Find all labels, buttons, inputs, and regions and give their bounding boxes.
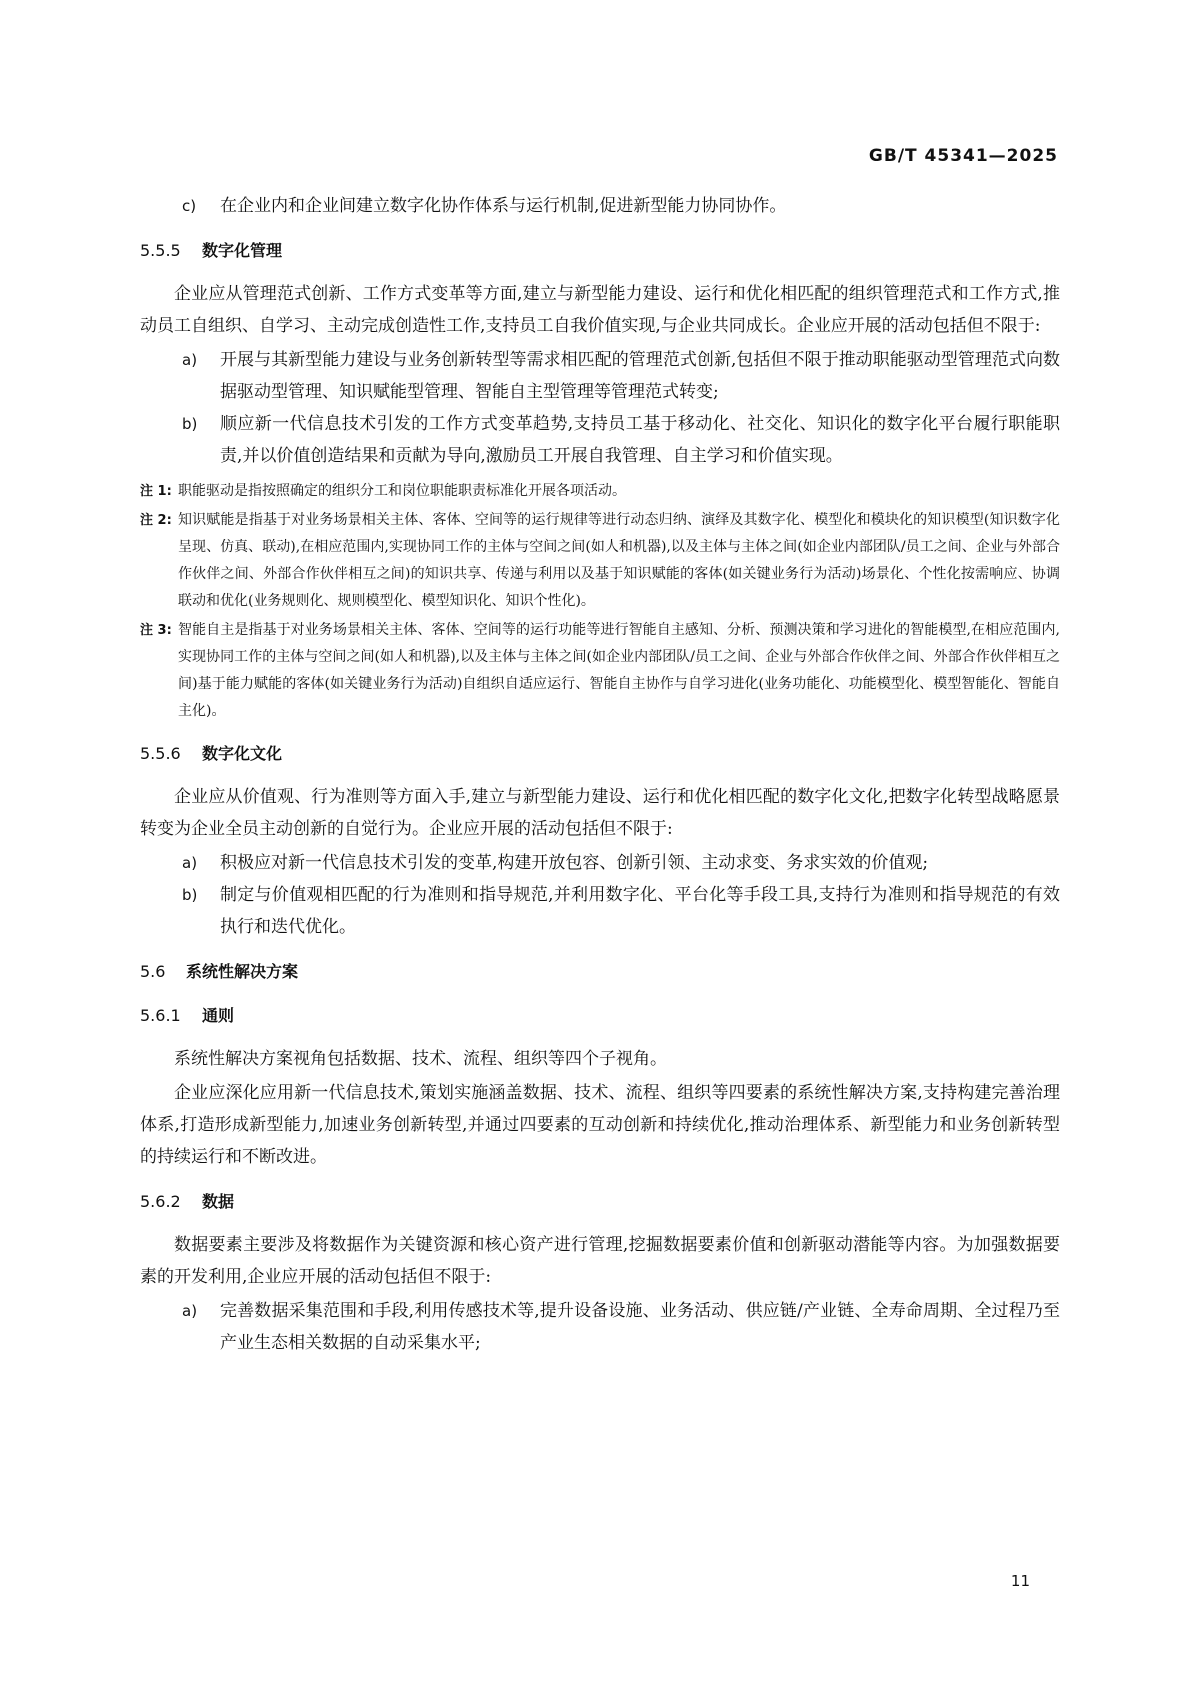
note xyxy=(140,478,1060,505)
paragraph: 企业应从管理范式创新、工作方式变革等方面,建立与新型能力建设、运行和优化相匹配的组织管理范式和工作方式,推动员工自组织、自学习、主动完成创造性工作,支持员工自我价值实现,与企业共同成长。企业应开展的活动包括但不限于: xyxy=(140,284,1060,336)
section-heading-5-6 xyxy=(140,957,1060,987)
note-label: 注 3: xyxy=(140,623,172,638)
paragraph: 企业应从价值观、行为准则等方面入手,建立与新型能力建设、运行和优化相匹配的数字化文化,把数字化转型战略愿景转变为企业全员主动创新的自觉行为。企业应开展的活动包括但不限于: xyxy=(140,787,1060,839)
note-label: 注 2: xyxy=(140,513,172,528)
section-heading-5-5-5 xyxy=(140,236,1060,266)
section-number: 5.6 xyxy=(140,962,166,981)
section-heading-5-6-2 xyxy=(140,1187,1060,1217)
section-title: 系统性解决方案 xyxy=(186,962,299,981)
paragraph: 系统性解决方案视角包括数据、技术、流程、组织等四个子视角。 xyxy=(174,1049,667,1069)
note-text: 智能自主是指基于对业务场景相关主体、客体、空间等的运行功能等进行智能自主感知、分析、预测决策和学习进化的智能模型,在相应范围内,实现协同工作的主体与空间之间(如人和机器),以及主体与主体之间(如企业内部团队/员工之间、企业与外部合作伙伴之间、外部合作伙伴相互之间)基于能力赋能的客体(如关键业务行为活动)自组织自适应运行、智能自主协作与自学习进化(业务功能化、功能模型化、模型智能化、智能自主化)。 xyxy=(178,622,1060,719)
list-item-text: 在企业内和企业间建立数字化协作体系与运行机制,促进新型能力协同协作。 xyxy=(220,196,787,216)
section-title: 数字化管理 xyxy=(202,241,283,260)
paragraph: 企业应深化应用新一代信息技术,策划实施涵盖数据、技术、流程、组织等四要素的系统性解决方案,支持构建完善治理体系,打造形成新型能力,加速业务创新转型,并通过四要素的互动创新和持续优化,推动治理体系、新型能力和业务创新转型的持续运行和不断改进。 xyxy=(140,1083,1060,1167)
list-item-text: 顺应新一代信息技术引发的工作方式变革趋势,支持员工基于移动化、社交化、知识化的数字化平台履行职能职责,并以价值创造结果和贡献为导向,激励员工开展自我管理、自主学习和价值实现。 xyxy=(220,414,1060,466)
list-item-text: 制定与价值观相匹配的行为准则和指导规范,并利用数字化、平台化等手段工具,支持行为准则和指导规范的有效执行和迭代优化。 xyxy=(220,885,1060,937)
section-title: 通则 xyxy=(202,1006,235,1025)
list-item-label: a) xyxy=(182,1302,198,1320)
list-item xyxy=(140,190,1060,222)
section-number: 5.5.6 xyxy=(140,744,181,763)
list-item xyxy=(140,1295,1060,1359)
note xyxy=(140,507,1060,615)
section-title: 数字化文化 xyxy=(202,744,283,763)
list-item-label: a) xyxy=(182,351,198,369)
section-heading-5-5-6 xyxy=(140,739,1060,769)
document-body xyxy=(140,190,1060,1359)
list-item xyxy=(140,879,1060,943)
section-title: 数据 xyxy=(202,1192,235,1211)
note-text: 知识赋能是指基于对业务场景相关主体、客体、空间等的运行规律等进行动态归纳、演绎及其数字化、模型化和模块化的知识模型(知识数字化呈现、仿真、联动),在相应范围内,实现协同工作的主体与空间之间(如人和机器),以及主体与主体之间(如企业内部团队/员工之间、企业与外部合作伙伴之间、外部合作伙伴相互之间)的知识共享、传递与利用以及基于知识赋能的客体(如关键业务行为活动)场景化、个性化按需响应、协调联动和优化(业务规则化、规则模型化、模型知识化、知识个性化)。 xyxy=(178,512,1060,609)
standard-number-header: GB/T 45341—2025 xyxy=(868,146,1058,166)
list-item-label: c) xyxy=(182,197,197,215)
paragraph: 数据要素主要涉及将数据作为关键资源和核心资产进行管理,挖掘数据要素价值和创新驱动潜能等内容。为加强数据要素的开发利用,企业应开展的活动包括但不限于: xyxy=(140,1235,1060,1287)
list-item-text: 完善数据采集范围和手段,利用传感技术等,提升设备设施、业务活动、供应链/产业链、全寿命周期、全过程乃至产业生态相关数据的自动采集水平; xyxy=(220,1301,1060,1353)
list-item-text: 积极应对新一代信息技术引发的变革,构建开放包容、创新引领、主动求变、务求实效的价值观; xyxy=(220,853,929,873)
section-number: 5.5.5 xyxy=(140,241,181,260)
section-number: 5.6.2 xyxy=(140,1192,181,1211)
note-text: 职能驱动是指按照确定的组织分工和岗位职能职责标准化开展各项活动。 xyxy=(178,483,626,499)
list-item-text: 开展与其新型能力建设与业务创新转型等需求相匹配的管理范式创新,包括但不限于推动职能驱动型管理范式向数据驱动型管理、知识赋能型管理、智能自主型管理等管理范式转变; xyxy=(220,350,1060,402)
section-heading-5-6-1 xyxy=(140,1001,1060,1031)
list-item-label: a) xyxy=(182,854,198,872)
list-item xyxy=(140,344,1060,408)
note-label: 注 1: xyxy=(140,484,172,499)
list-item xyxy=(140,408,1060,472)
note xyxy=(140,617,1060,725)
page-number: 11 xyxy=(1010,1572,1030,1590)
list-item xyxy=(140,847,1060,879)
list-item-label: b) xyxy=(182,415,198,433)
list-item-label: b) xyxy=(182,886,198,904)
section-number: 5.6.1 xyxy=(140,1006,181,1025)
